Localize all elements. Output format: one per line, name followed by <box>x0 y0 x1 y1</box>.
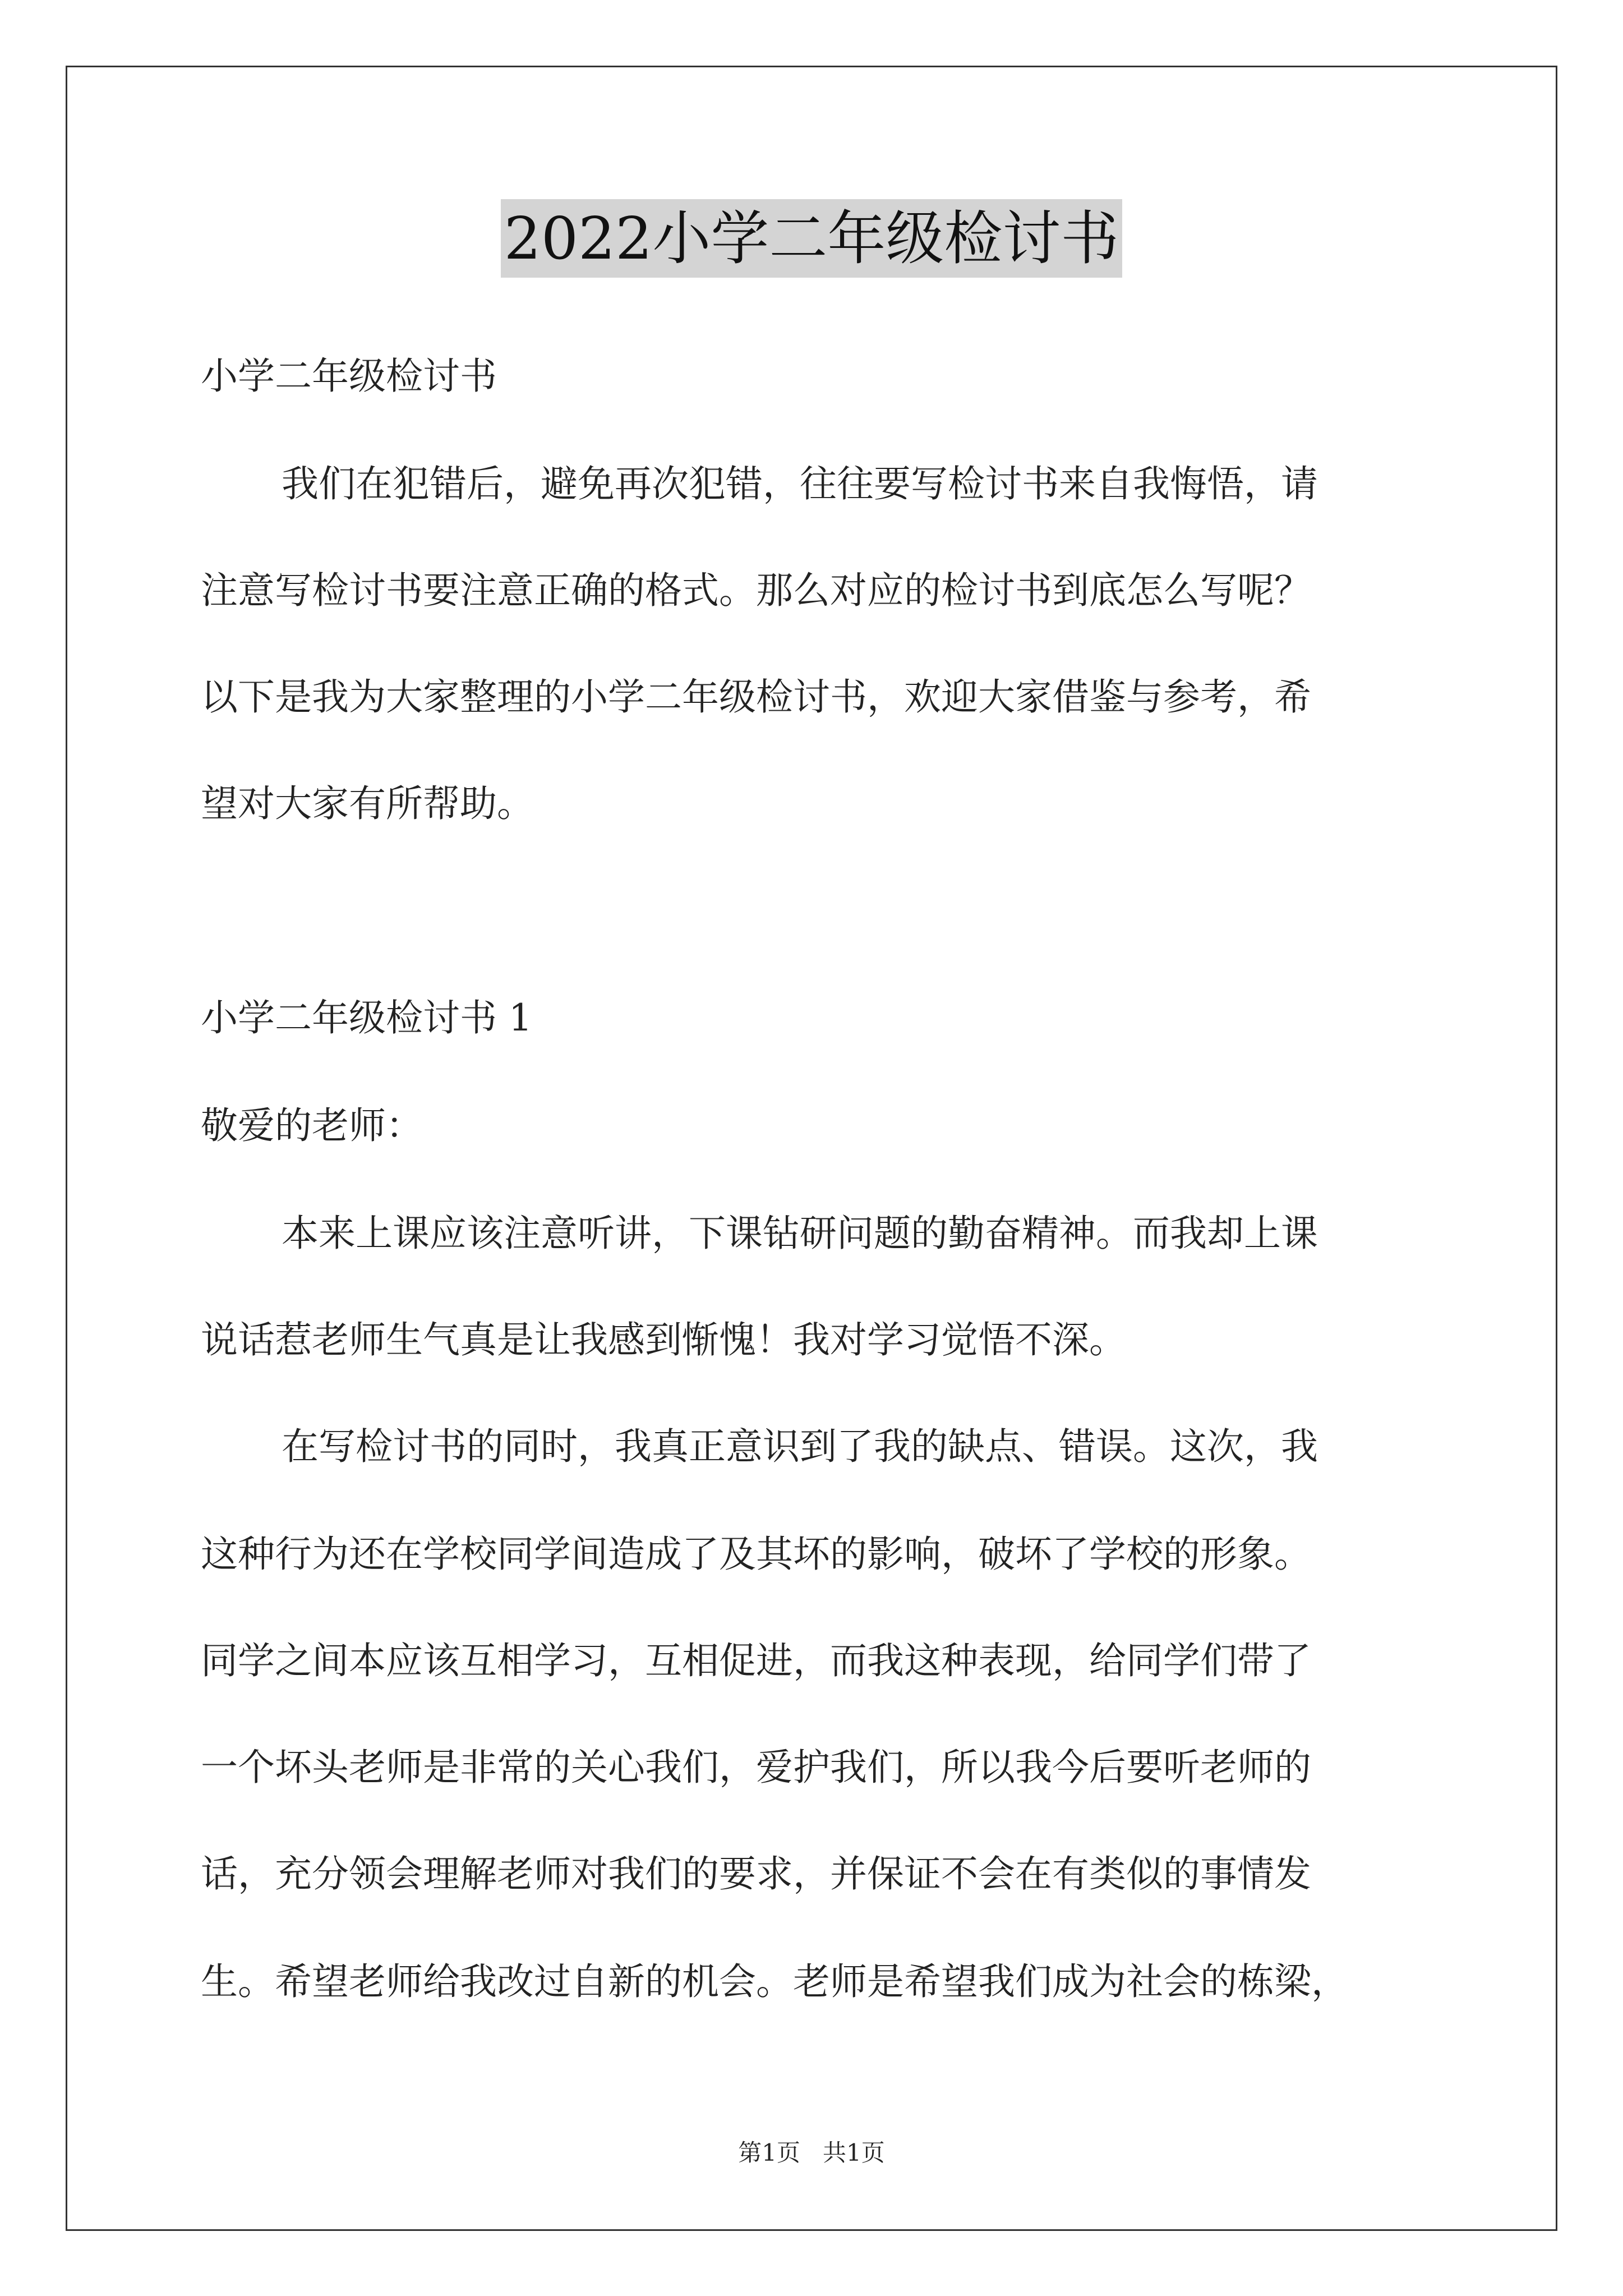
section-heading: 小学二年级检讨书 1 <box>201 996 532 1039</box>
paragraph-line: 一个坏头老师是非常的关心我们，爱护我们，所以我今后要听老师的 <box>201 1746 1311 1789</box>
salutation: 敬爱的老师： <box>201 1104 423 1147</box>
title-container <box>0 199 1623 278</box>
paragraph-line: 生。希望老师给我改过自新的机会。老师是希望我们成为社会的栋梁， <box>201 1960 1348 2003</box>
intro-line: 注意写检讨书要注意正确的格式。那么对应的检讨书到底怎么写呢？ <box>201 569 1311 612</box>
paragraph-line: 这种行为还在学校同学间造成了及其坏的影响，破坏了学校的形象。 <box>201 1533 1311 1576</box>
paragraph-line: 本来上课应该注意听讲，下课钻研问题的勤奋精神。而我却上课 <box>282 1212 1318 1255</box>
intro-line: 以下是我为大家整理的小学二年级检讨书，欢迎大家借鉴与参考，希 <box>201 675 1311 719</box>
subtitle: 小学二年级检讨书 <box>201 355 497 398</box>
paragraph-line: 话，充分领会理解老师对我们的要求，并保证不会在有类似的事情发 <box>201 1852 1311 1895</box>
intro-line: 我们在犯错后，避免再次犯错，往往要写检讨书来自我悔悟，请 <box>282 462 1318 505</box>
paragraph-line: 同学之间本应该互相学习，互相促进，而我这种表现，给同学们带了 <box>201 1639 1311 1682</box>
intro-line: 望对大家有所帮助。 <box>201 782 534 825</box>
document-title: 2022小学二年级检讨书 <box>501 199 1123 278</box>
paragraph-line: 说话惹老师生气真是让我感到惭愧！我对学习觉悟不深。 <box>201 1318 1126 1361</box>
page-footer: 第1页 共1页 <box>738 2139 885 2166</box>
paragraph-line: 在写检讨书的同时，我真正意识到了我的缺点、错误。这次，我 <box>282 1425 1318 1468</box>
